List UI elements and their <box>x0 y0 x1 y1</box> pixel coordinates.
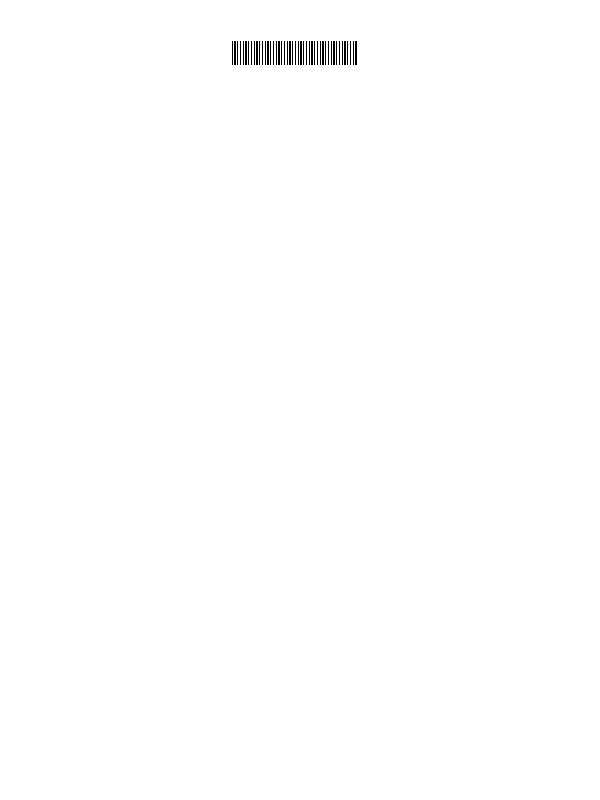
barcode-image <box>232 41 357 65</box>
date-stamp <box>372 56 512 61</box>
